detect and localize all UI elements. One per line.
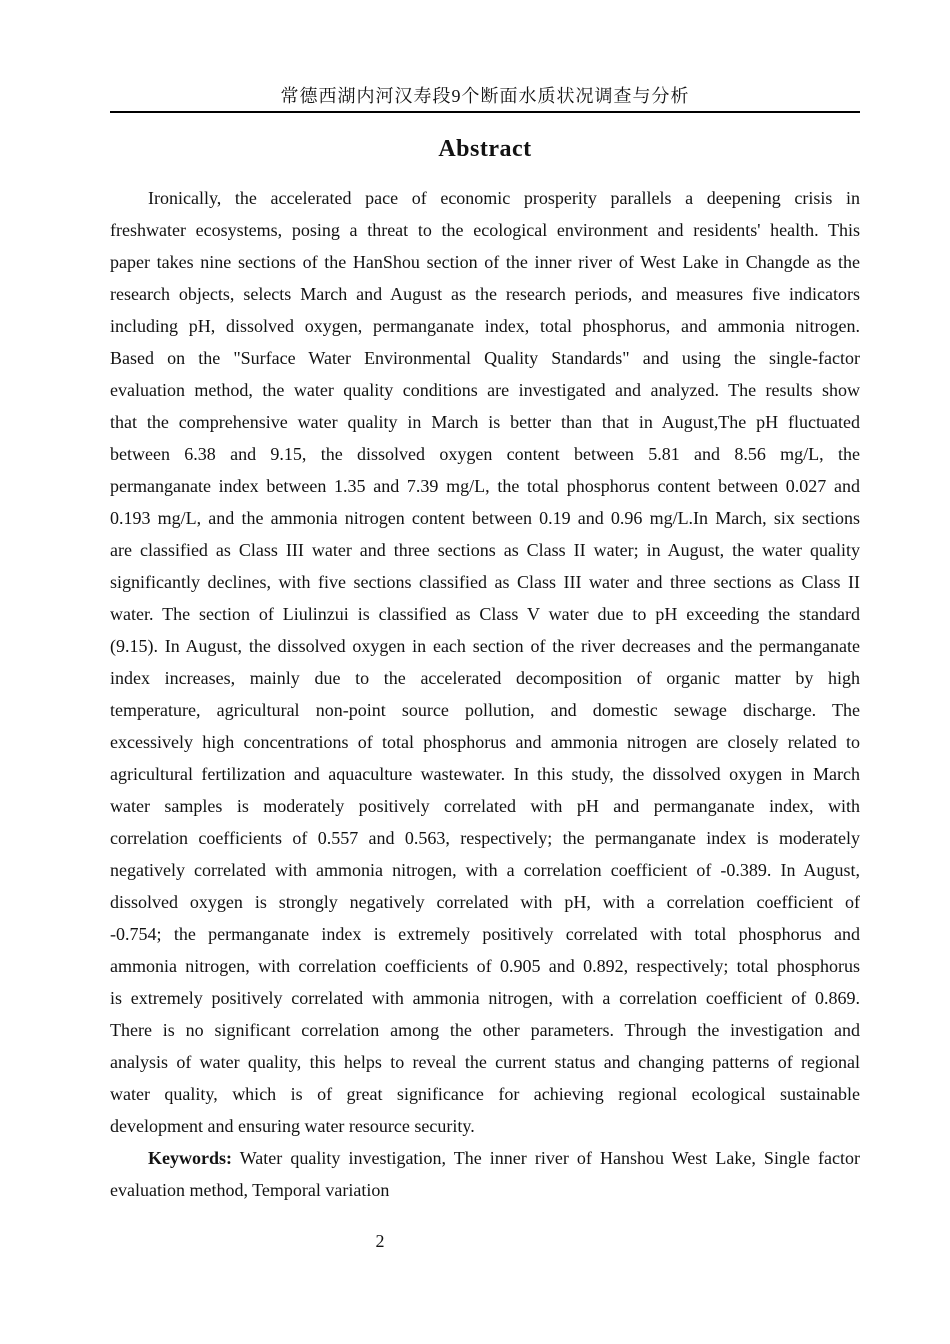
running-header xyxy=(110,86,860,113)
abstract-line: between 6.38 and 9.15, the dissolved oxygen content between 5.81 and 8.56 mg/L, the xyxy=(110,444,860,464)
abstract-line: excessively high concentrations of total phosphorus and ammonia nitrogen are closely related to xyxy=(110,732,860,752)
abstract-line: evaluation method, the water quality conditions are investigated and analyzed. The results show xyxy=(110,380,860,400)
abstract-line: negatively correlated with ammonia nitrogen, with a correlation coefficient of -0.389. In August, xyxy=(110,860,860,880)
keywords-text-part1: Water quality investigation, The inner river of Hanshou West Lake, Single factor xyxy=(232,1148,860,1168)
page-number: 2 xyxy=(375,1231,385,1251)
abstract-line: water quality, which is of great significance for achieving regional ecological sustainable xyxy=(110,1084,860,1104)
abstract-line: paper takes nine sections of the HanShou section of the inner river of West Lake in Changde as the xyxy=(110,252,860,272)
keywords-text-part2: evaluation method, Temporal variation xyxy=(110,1180,390,1200)
running-header-title: 常德西湖内河汉寿段9个断面水质状况调查与分析 xyxy=(280,86,690,106)
keywords-label: Keywords: xyxy=(148,1148,232,1168)
abstract-line: are classified as Class III water and three sections as Class II water; in August, the water quality xyxy=(110,540,860,560)
abstract-line: development and ensuring water resource security. xyxy=(110,1116,475,1136)
page-number-footer xyxy=(0,1229,760,1253)
abstract-line: is extremely positively correlated with ammonia nitrogen, with a correlation coefficient of 0.869. xyxy=(110,988,860,1008)
keywords-line xyxy=(110,1142,860,1174)
abstract-line: index increases, mainly due to the accelerated decomposition of organic matter by high xyxy=(110,668,860,688)
abstract-line: dissolved oxygen is strongly negatively correlated with pH, with a correlation coefficient of xyxy=(110,892,860,912)
abstract-line: 0.193 mg/L, and the ammonia nitrogen content between 0.19 and 0.96 mg/L.In March, six sections xyxy=(110,508,860,528)
abstract-body xyxy=(110,182,860,1206)
abstract-paragraph xyxy=(110,182,860,1142)
abstract-line: analysis of water quality, this helps to reveal the current status and changing patterns of regional xyxy=(110,1052,860,1072)
abstract-line: that the comprehensive water quality in March is better than that in August,The pH fluctuated xyxy=(110,412,860,432)
abstract-line: correlation coefficients of 0.557 and 0.563, respectively; the permanganate index is moderately xyxy=(110,828,860,848)
abstract-line: agricultural fertilization and aquaculture wastewater. In this study, the dissolved oxygen in March xyxy=(110,764,860,784)
abstract-line: temperature, agricultural non-point source pollution, and domestic sewage discharge. The xyxy=(110,700,860,720)
abstract-line: research objects, selects March and August as the research periods, and measures five indicators xyxy=(110,284,860,304)
abstract-title: Abstract xyxy=(438,136,532,162)
abstract-line: (9.15). In August, the dissolved oxygen in each section of the river decreases and the permanganate xyxy=(110,636,860,656)
abstract-line: water. The section of Liulinzui is classified as Class V water due to pH exceeding the standard xyxy=(110,604,860,624)
abstract-line: including pH, dissolved oxygen, permanganate index, total phosphorus, and ammonia nitrogen. xyxy=(110,316,860,336)
abstract-line: freshwater ecosystems, posing a threat to the ecological environment and residents' health. This xyxy=(110,220,860,240)
abstract-line: Ironically, the accelerated pace of economic prosperity parallels a deepening crisis in xyxy=(148,188,860,208)
abstract-line: permanganate index between 1.35 and 7.39 mg/L, the total phosphorus content between 0.027 and xyxy=(110,476,860,496)
abstract-line: water samples is moderately positively correlated with pH and permanganate index, with xyxy=(110,796,860,816)
abstract-line: ammonia nitrogen, with correlation coefficients of 0.905 and 0.892, respectively; total phosphorus xyxy=(110,956,860,976)
abstract-line: Based on the "Surface Water Environmental Quality Standards" and using the single-factor xyxy=(110,348,860,368)
abstract-line: There is no significant correlation among the other parameters. Through the investigation and xyxy=(110,1020,860,1040)
abstract-line: significantly declines, with five sections classified as Class III water and three sections as Class II xyxy=(110,572,860,592)
abstract-line: -0.754; the permanganate index is extremely positively correlated with total phosphorus and xyxy=(110,924,860,944)
